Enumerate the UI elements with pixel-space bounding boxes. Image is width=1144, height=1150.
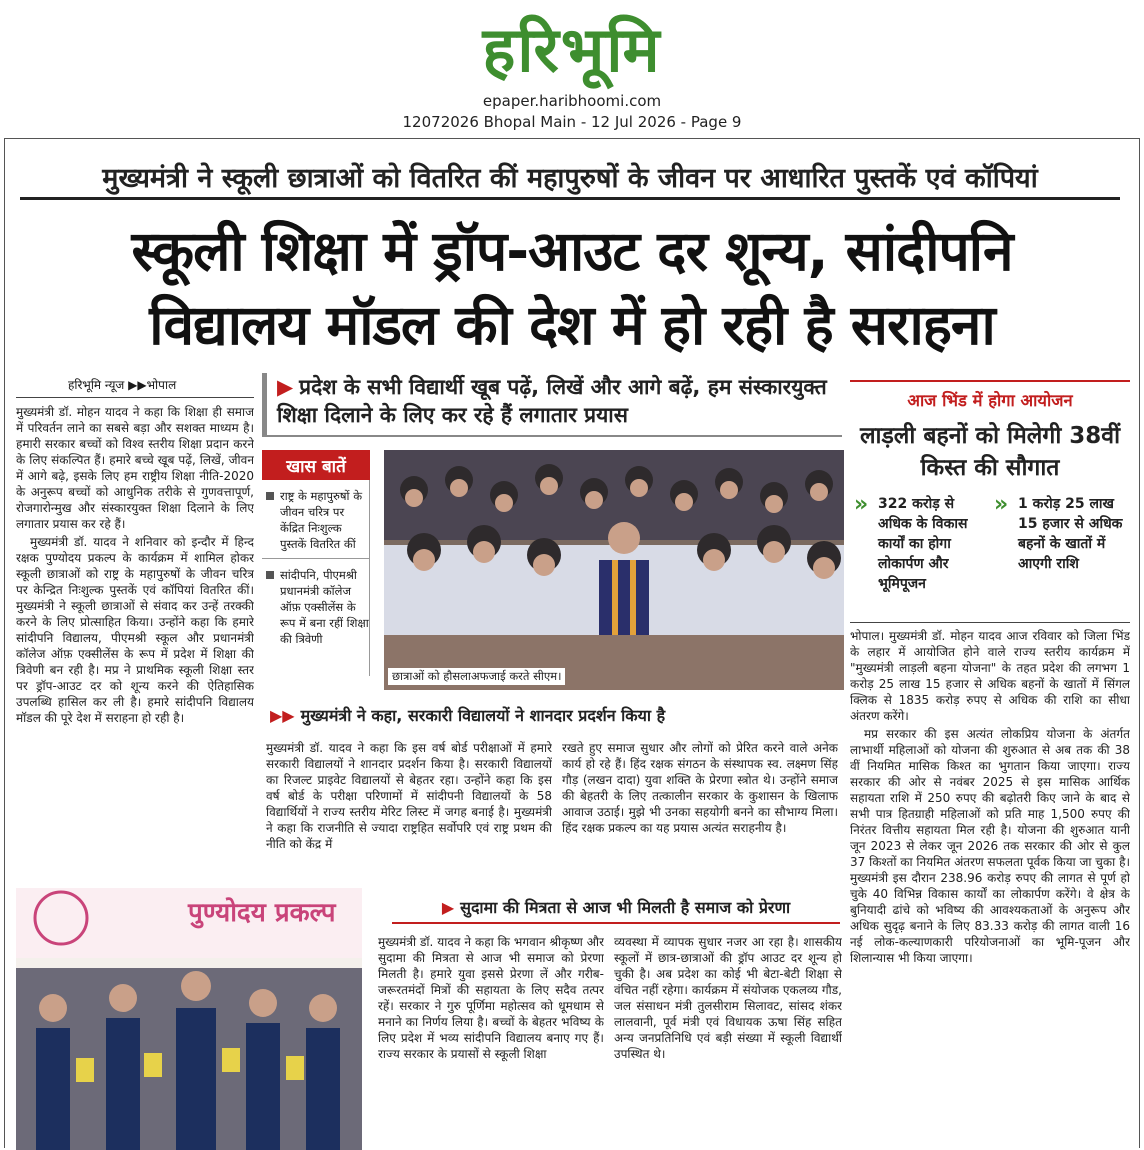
highlight-item: राष्ट्र के महापुरुषों के जीवन चरित्र पर केंद्रित निःशुल्क पुस्तकें वितरित कीं <box>262 488 369 559</box>
article-headline <box>14 214 1130 362</box>
section-3-column-a: मुख्यमंत्री डॉ. यादव ने कहा कि भगवान श्रीकृष्ण और सुदामा की मित्रता से आज भी समाज को प्रेरणा मिलती है। हमारे युवा इससे प्रेरणा लें और गरीब-जरूरतमंदों मित्रों की सहायता के लिए सदैव तत्पर रहें। सरकार ने गुरु पूर्णिमा महोत्सव को धूमधाम से मनाने का निर्णय लिया है। बच्चों के बेहतर भविष्य के लिए प्रदेश में भव्य सांदीपनि विद्यालय बनाए गए हैं। राज्य सरकार के प्रयासों से स्कूली शिक्षा <box>378 935 604 1061</box>
sidebar-stat-1: » 322 करोड़ से अधिक के विकास कार्यों का होगा लोकार्पण और भूमिपूजन <box>854 492 968 592</box>
section-3-column-b: व्यवस्था में व्यापक सुधार नजर आ रहा है। शासकीय स्कूलों में छात्र-छात्राओं की ड्रॉप आउट दर शून्य हो चुकी है। अब प्रदेश का कोई भी बेटा-बेटी शिक्षा से वंचित नहीं रहेगा। कार्यक्रम में संयोजक एकलव्य गौड, जल संसाधन मंत्री तुलसीराम सिलावट, सांसद शंकर लालवानी, पूर्व मंत्री एवं विधायक ऊषा सिंह सहित अन्य जनप्रतिनिधि एवं बड़ी संख्या में स्कूली विद्यार्थी उपस्थित थे। <box>614 935 842 1061</box>
students-cm-photo[interactable] <box>384 450 844 690</box>
article-kicker: मुख्यमंत्री ने स्कूली छात्राओं को वितरित कीं महापुरुषों के जीवन पर आधारित पुस्तकें एवं कॉपियां <box>20 150 1120 200</box>
section-2-head: ▶▶ मुख्यमंत्री ने कहा, सरकारी विद्यालयों ने शानदार प्रदर्शन किया है <box>270 706 666 725</box>
sidebar-stat-2: » 1 करोड़ 25 लाख 15 हजार से अधिक बहनों के खातों में आएगी राशि <box>994 492 1123 572</box>
left-column-paragraph-2: मुख्यमंत्री डॉ. यादव ने शनिवार को इन्दौर में हिन्द रक्षक पुण्योदय प्रकल्प के कार्यक्रम में शामिल होकर स्कूली छात्राओं को राष्ट्र के महापुरुषों के जीवन चरित्र पर केन्द्रित निःशुल्क पुस्तकें एवं कॉपियां वितरित कीं। मुख्यमंत्री ने स्कूली छात्राओं से संवाद कर उन्हें तरक्की करने के लिए प्रोत्साहित किया। उन्होंने कहा कि हमारे सांदीपनि विद्यालय, पीएमश्री स्कूल और प्रधानमंत्री कॉलेज ऑफ़ एक्सीलेंस के रूप में प्रदेश में शिक्षा की त्रिवेणी बन रही है। मप्र ने प्राथमिक स्कूली शिक्षा स्तर पर ड्रॉप-आउट दर को शून्य करने की ऐतिहासिक उपलब्धि हासिल कर ली है। हमारे सांदीपनि विद्यालय मॉडल की पूरे देश में सराहना हो रही है। <box>16 535 254 725</box>
highlight-item: सांदीपनि, पीएमश्री प्रधानमंत्री कॉलेज ऑफ़ एक्सीलेंस के रूप में बना रहीं शिक्षा की त्रिवेणी <box>262 567 369 647</box>
double-chevron-right-icon: » <box>994 492 1009 517</box>
sidebar-paragraph-1: भोपाल। मुख्यमंत्री डॉ. मोहन यादव आज रविवार को जिला भिंड के लहार में आयोजित होने वाले राज्य स्तरीय कार्यक्रम में "मुख्यमंत्री लाड़ली बहना योजना" के तहत प्रदेश की लगभग 1 करोड़ 25 लाख 15 हजार से अधिक बहनों के खातों में सिंगल क्लिक से 1835 करोड़ रुपए से अधिक की राशि का सीधा अंतरण करेंगे। <box>850 629 1130 723</box>
photo-1-caption: छात्राओं को हौसलाअफजाई करते सीएम। <box>388 668 565 685</box>
highlights-title: खास बातें <box>262 450 370 480</box>
site-url[interactable]: epaper.haribhoomi.com <box>482 92 662 110</box>
sidebar-divider <box>850 622 1130 623</box>
headline-line-1: स्कूली शिक्षा में ड्रॉप-आउट दर शून्य, सांदीपनि <box>131 219 1013 283</box>
edition-info: 12072026 Bhopal Main - 12 Jul 2026 - Page 9 <box>402 113 742 131</box>
sidebar-story <box>850 380 1130 1150</box>
section-2-column-a: मुख्यमंत्री डॉ. यादव ने कहा कि इस वर्ष बोर्ड परीक्षाओं में हमारे सरकारी विद्यालयों ने शानदार प्रदर्शन किया है। सरकारी विद्यालयों का रिजल्ट प्राइवेट विद्यालयों से बेहतर रहा। उन्होंने कहा कि इस वर्ष बोर्ड के परीक्षा परिणामों में सांदीपनी विद्यालयों के 58 विद्यार्थियों ने राज्य स्तरीय मेरिट लिस्ट में जगह बनाई है। मुख्यमंत्री ने कहा कि राजनीति से ज्यादा राष्ट्रहित सर्वोपरि एवं राष्ट्र प्रथम की नीति को केंद्र में <box>266 741 552 851</box>
sidebar-kicker: आज भिंड में होगा आयोजन <box>850 380 1130 412</box>
center-subhead: ▶ प्रदेश के सभी विद्यार्थी खूब पढ़ें, लिखें और आगे बढ़ें, हम संस्कारयुक्त शिक्षा दिलाने के लिए कर रहे हैं लगातार प्रयास <box>262 373 842 437</box>
section-3-head: ▶ सुदामा की मित्रता से आज भी मिलती है समाज को प्रेरणा <box>392 896 840 924</box>
haribhoomi-logo[interactable] <box>0 6 1144 90</box>
bullet-square-icon <box>266 571 274 579</box>
sidebar-body <box>850 628 1130 1148</box>
byline: हरिभूमि न्यूज ▶▶भोपाल <box>16 376 254 398</box>
headline-line-2: विद्यालय मॉडल की देश में हो रही है सराहना <box>149 293 995 357</box>
chevron-right-icon: ▶▶ <box>270 706 295 725</box>
photo-2-banner: पुण्योदय प्रकल्प <box>188 898 336 928</box>
chevron-right-icon: ▶ <box>277 375 294 399</box>
double-chevron-right-icon: » <box>854 492 869 517</box>
logo-text: हरिभूमि <box>482 13 662 86</box>
sidebar-paragraph-2: मप्र सरकार की इस अत्यंत लोकप्रिय योजना के अंतर्गत लाभार्थी महिलाओं को योजना की शुरुआत से अब तक की 38 वीं नियमित मासिक किश्त का भुगतान किया जाएगा। राज्य सरकार की ओर से नवंबर 2025 से इस मासिक आर्थिक सहायता राशि में 250 रुपए की बढ़ोतरी किए जाने के बाद से सभी पात्र हितग्राही महिलाओं को प्रति माह 1,500 रुपए की निरंतर वित्तीय सहायता मिल रही है। योजना की शुरुआत यानी जून 2023 से लेकर जून 2026 तक सरकार की ओर से कुल 37 किश्तों का नियमित अंतरण सफलता पूर्वक किया जा चुका है। मुख्यमंत्री इस दौरान 238.96 करोड़ रुपए की लागत से पूर्ण हो चुके 40 विभिन्न विकास कार्यों का लोकार्पण करेंगे। वे क्षेत्र के बुनियादी ढांचे को भविष्य की आवश्यकताओं के अनुरूप और अधिक सुदृढ़ बनाने के लिए 83.33 करोड़ की लागत वाली 16 नई लोक-कल्याणकारी परियोजनाओं का भूमि-पूजन और शिलान्यास भी किया जाएगा। <box>850 727 1130 965</box>
left-column-paragraph-1: मुख्यमंत्री डॉ. मोहन यादव ने कहा कि शिक्षा ही समाज में परिवर्तन लाने का सबसे बड़ा और सशक्त माध्यम है। हमारी सरकार बच्चों को विश्व स्तरीय शिक्षा प्रदान करने के लिए संकल्पित हैं। हमारे बच्चे खूब पढ़ें, लिखें, जीवन में आगे बढ़े, इसके लिए हम राष्ट्रीय शिक्षा नीति-2020 के अनुरूप बच्चों को आधुनिक तरीके से गुणवत्तापूर्ण, रोजगारोन्मुख और संस्कारयुक्त शिक्षा दिलाने के लिए लगातार प्रयास कर रहे हैं। <box>16 405 254 531</box>
section-2-column-b: रखते हुए समाज सुधार और लोगों को प्रेरित करने वाले अनेक कार्य हो रहे हैं। हिंद रक्षक संगठन के संस्थापक स्व. लक्ष्मण सिंह गौड़ (लखन दादा) युवा शक्ति के प्रेरणा स्त्रोत थे। उन्होंने समाज की बेहतरी के लिए तत्कालीन सरकार के कुशासन के खिलाफ आवाज उठाई। मुझे भी उनका सहयोगी बनने का सौभाग्य मिला। हिंद रक्षक प्रकल्प का यह प्रयास अत्यंत सराहनीय है। <box>562 741 838 835</box>
left-column <box>16 404 254 864</box>
masthead <box>0 0 1144 138</box>
sidebar-headline: लाड़ली बहनों को मिलेगी 38वीं किस्त की सौगात <box>859 423 1121 481</box>
bullet-square-icon <box>266 492 274 500</box>
chevron-right-icon: ▶ <box>441 898 455 917</box>
highlights-box <box>262 480 370 676</box>
